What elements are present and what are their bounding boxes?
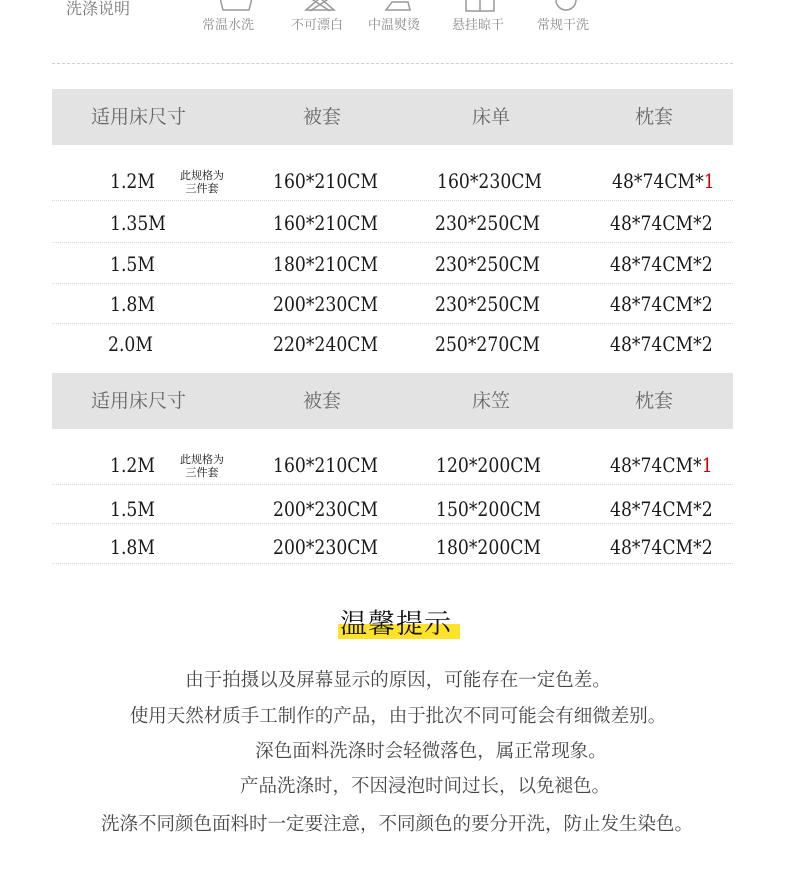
sheet-cell: 230*250CM xyxy=(435,211,541,235)
table-row xyxy=(52,530,733,564)
wash-title: 洗涤说明 xyxy=(66,0,131,18)
size-cell: 1.35M xyxy=(110,211,166,235)
header-duvet: 被套 xyxy=(303,106,342,128)
row-divider xyxy=(52,563,733,564)
pillow-qty: 2 xyxy=(701,252,713,276)
pillow-qty: 1 xyxy=(703,169,715,193)
note-line: 此规格为 xyxy=(180,453,224,466)
header-bed-size: 适用床尺寸 xyxy=(91,106,187,128)
table-header xyxy=(52,89,733,145)
sheet-cell: 230*250CM xyxy=(435,252,541,276)
duvet-cell: 200*230CM xyxy=(273,497,379,521)
size-cell: 1.2M xyxy=(110,453,155,477)
wash-tub-icon xyxy=(218,0,254,12)
wash-label: 不可漂白 xyxy=(291,18,344,33)
note-line: 三件套 xyxy=(185,182,219,195)
size-cell: 1.8M xyxy=(110,292,155,316)
tip-line: 洗涤不同颜色面料时一定要注意，不同颜色的要分开洗，防止发生染色。 xyxy=(100,814,693,835)
wash-label: 悬挂晾干 xyxy=(452,18,505,33)
header-duvet: 被套 xyxy=(303,390,342,412)
sheet-cell: 180*200CM xyxy=(436,535,542,559)
row-divider xyxy=(52,523,733,524)
duvet-cell: 180*210CM xyxy=(273,252,379,276)
sheet-cell: 120*200CM xyxy=(436,453,542,477)
pillow-size: 48*74CM* xyxy=(610,535,702,559)
sheet-cell: 160*230CM xyxy=(437,169,543,193)
wash-label: 中温熨烫 xyxy=(368,18,421,33)
pillow-cell xyxy=(610,327,713,361)
sheet-cell: 230*250CM xyxy=(435,292,541,316)
hang-dry-icon xyxy=(462,0,498,12)
pillow-cell xyxy=(610,492,713,526)
table-row xyxy=(52,492,733,526)
pillow-size: 48*74CM* xyxy=(610,292,702,316)
no-bleach-icon xyxy=(302,0,338,12)
duvet-cell: 220*240CM xyxy=(273,332,379,356)
pillow-cell xyxy=(610,287,713,321)
size-cell: 2.0M xyxy=(108,332,153,356)
duvet-cell: 160*210CM xyxy=(273,169,379,193)
header-pillow: 枕套 xyxy=(635,106,674,128)
row-divider xyxy=(52,283,733,284)
row-divider xyxy=(52,323,733,324)
size-cell: 1.5M xyxy=(110,497,155,521)
header-bed-size: 适用床尺寸 xyxy=(91,390,187,412)
pillow-size: 48*74CM* xyxy=(610,497,702,521)
pillow-cell xyxy=(610,247,713,281)
sheet-cell: 250*270CM xyxy=(435,332,541,356)
pillow-qty: 2 xyxy=(701,332,713,356)
wash-label: 常温水洗 xyxy=(202,18,255,33)
tip-line: 深色面料洗涤时会轻微落色，属正常现象。 xyxy=(255,741,607,762)
size-cell: 1.2M xyxy=(110,169,155,193)
pillow-cell xyxy=(610,206,713,240)
pillow-qty: 2 xyxy=(701,535,713,559)
pillow-cell xyxy=(610,530,713,564)
pillow-size: 48*74CM* xyxy=(610,252,702,276)
size-cell: 1.8M xyxy=(110,535,155,559)
note-line: 三件套 xyxy=(185,466,219,479)
table-row xyxy=(52,448,733,482)
tips-title: 温馨提示 xyxy=(340,609,452,640)
table-row xyxy=(52,164,733,198)
wash-label: 常规干洗 xyxy=(537,18,590,33)
row-divider xyxy=(52,242,733,243)
divider xyxy=(52,63,733,64)
table-row xyxy=(52,287,733,321)
duvet-cell: 160*210CM xyxy=(273,211,379,235)
pillow-size: 48*74CM* xyxy=(610,332,702,356)
size-cell: 1.5M xyxy=(110,252,155,276)
tip-line: 使用天然材质手工制作的产品，由于批次不同可能会有细微差别。 xyxy=(129,706,667,727)
table-row xyxy=(52,327,733,361)
duvet-cell: 160*210CM xyxy=(273,453,379,477)
pillow-cell xyxy=(610,448,713,482)
pillow-size: 48*74CM* xyxy=(610,211,702,235)
dry-clean-icon xyxy=(548,0,584,12)
tip-line: 产品洗涤时，不因浸泡时间过长，以免褪色。 xyxy=(239,776,610,797)
pillow-qty: 2 xyxy=(701,292,713,316)
duvet-cell: 200*230CM xyxy=(273,535,379,559)
row-divider xyxy=(52,200,733,201)
pillow-cell xyxy=(612,164,715,198)
duvet-cell: 200*230CM xyxy=(273,292,379,316)
table-row xyxy=(52,206,733,240)
header-fitted-sheet: 床笠 xyxy=(472,390,511,412)
table-header xyxy=(52,373,733,429)
header-sheet: 床单 xyxy=(472,106,511,128)
three-piece-note xyxy=(180,169,224,195)
note-line: 此规格为 xyxy=(180,169,224,182)
pillow-qty: 2 xyxy=(701,497,713,521)
pillow-size: 48*74CM* xyxy=(612,169,704,193)
iron-icon xyxy=(380,0,416,12)
pillow-qty: 1 xyxy=(701,453,713,477)
header-pillow: 枕套 xyxy=(635,390,674,412)
sheet-cell: 150*200CM xyxy=(436,497,542,521)
row-divider xyxy=(52,484,733,485)
table-row xyxy=(52,247,733,281)
tip-line: 由于拍摄以及屏幕显示的原因，可能存在一定色差。 xyxy=(185,670,611,691)
three-piece-note xyxy=(180,453,224,479)
pillow-qty: 2 xyxy=(701,211,713,235)
pillow-size: 48*74CM* xyxy=(610,453,702,477)
